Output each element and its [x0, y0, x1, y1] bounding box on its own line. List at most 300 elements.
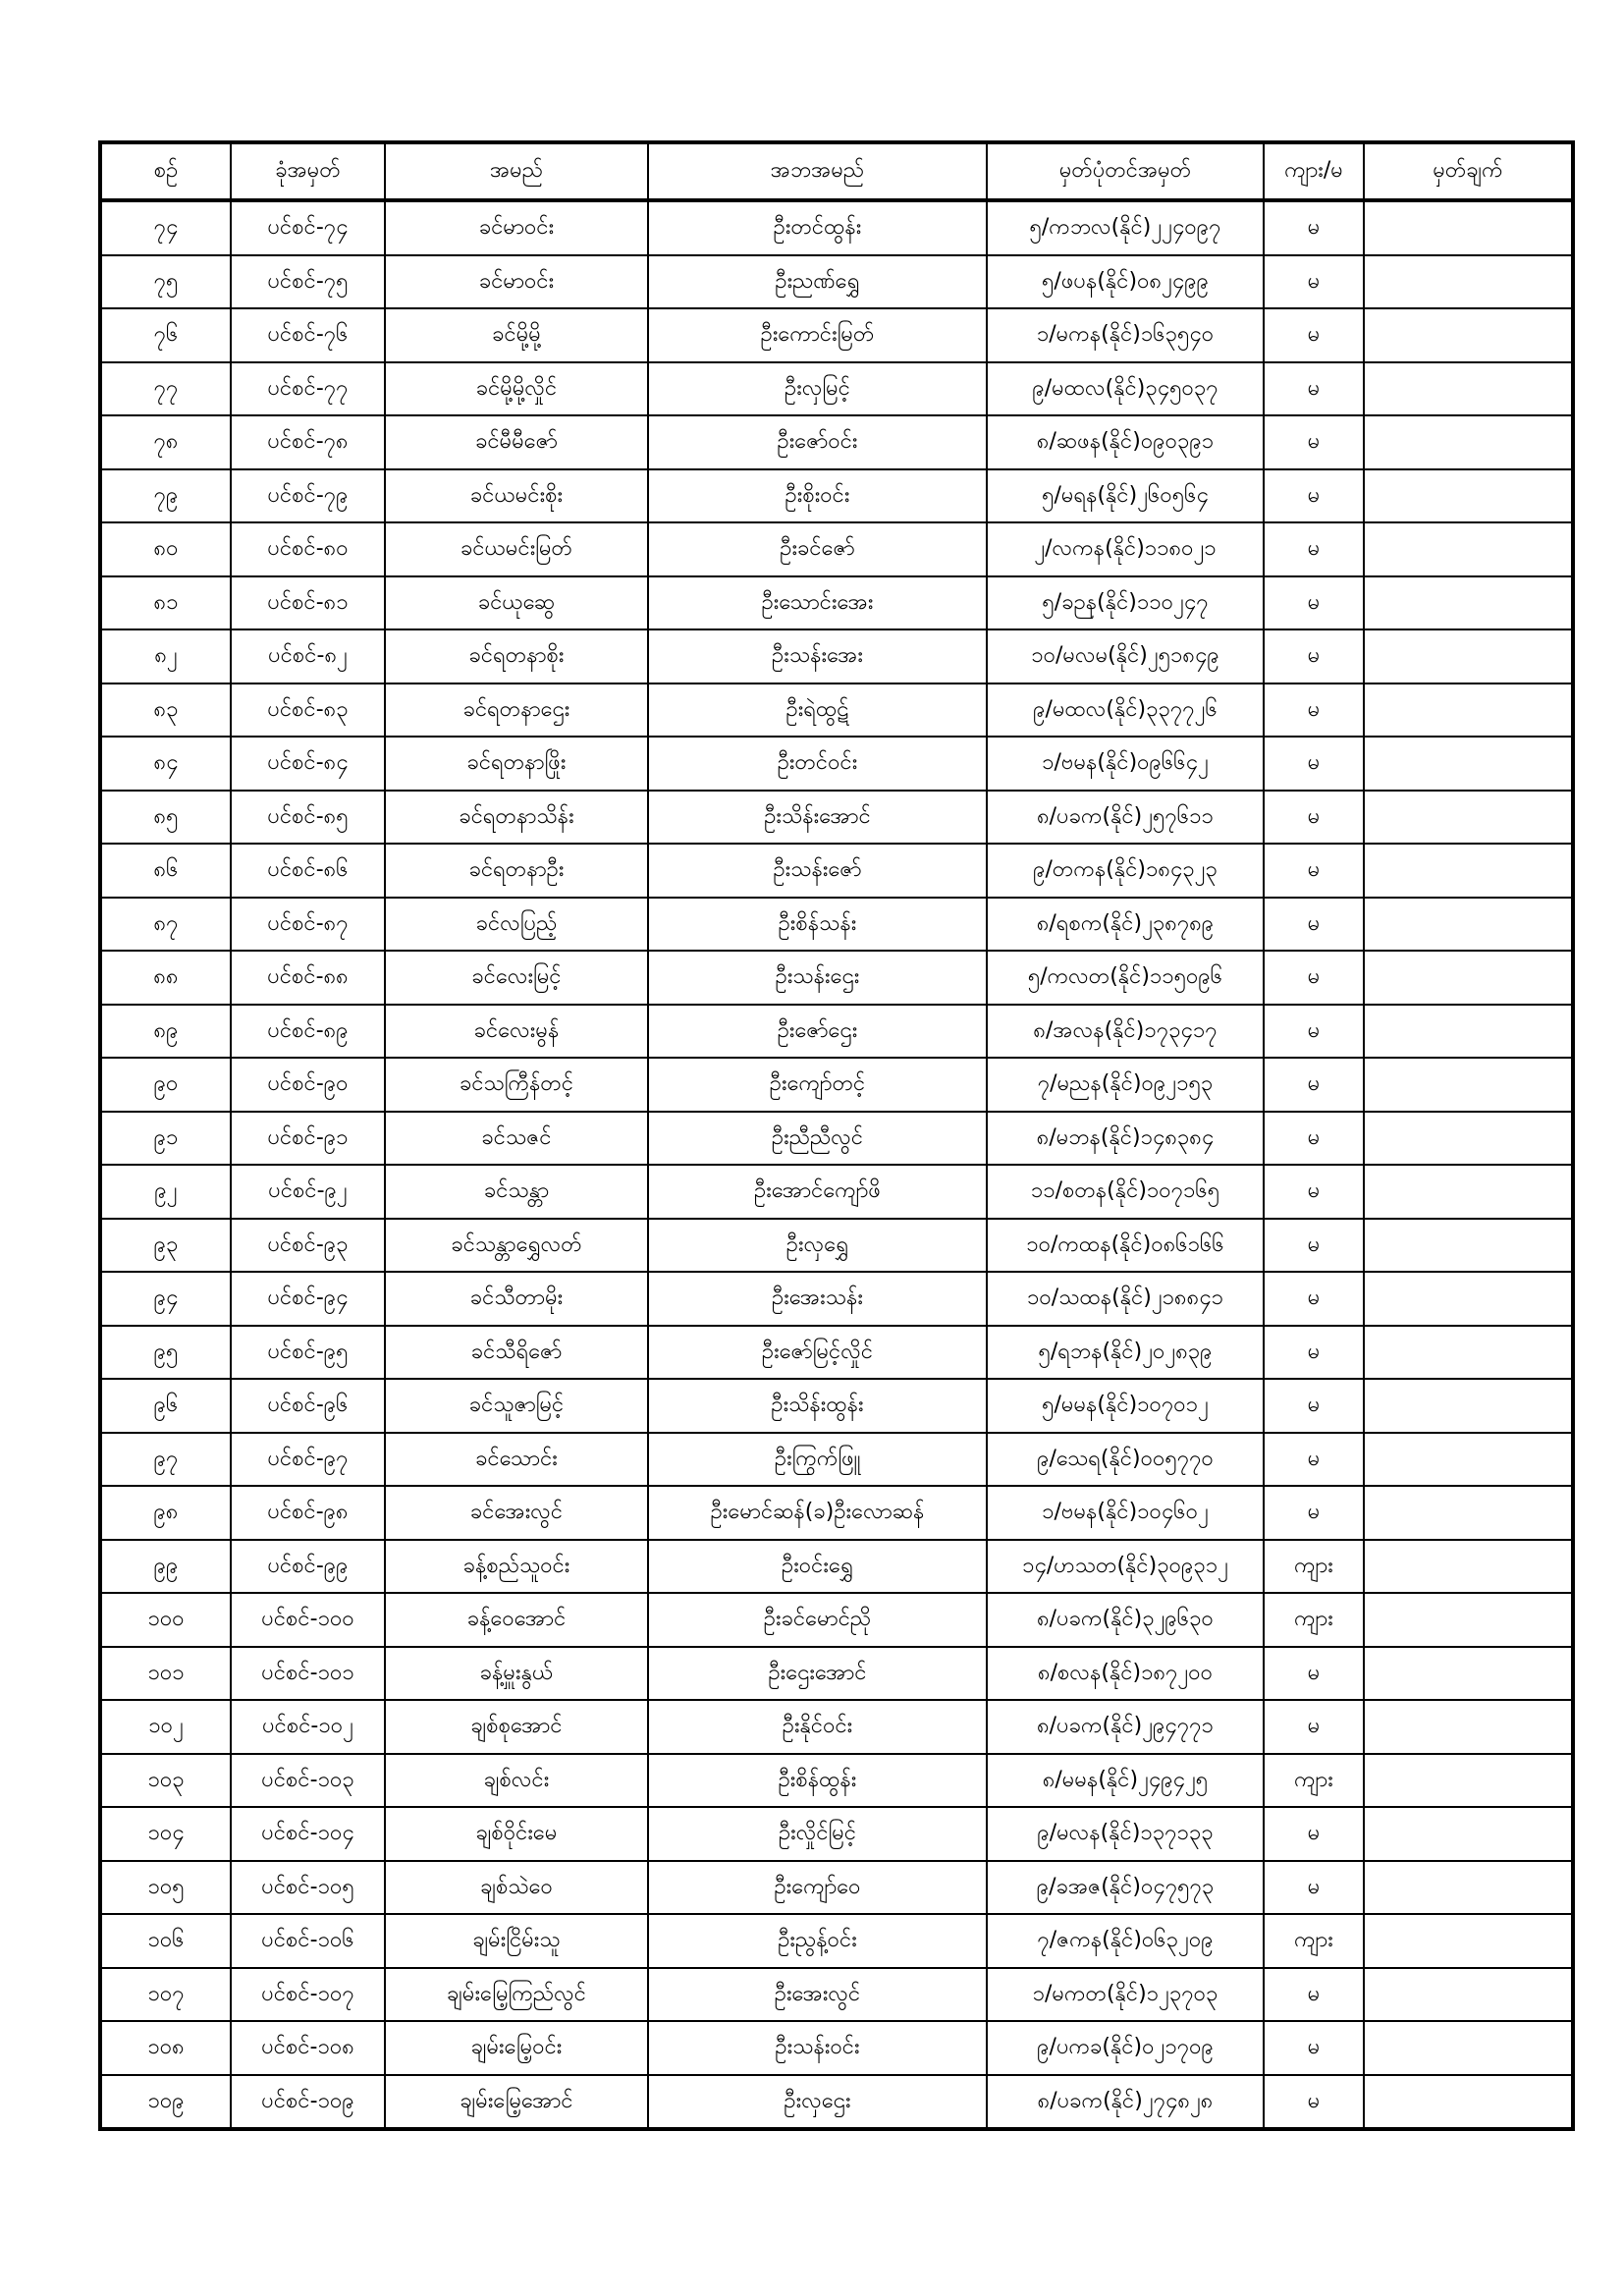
cell-remark	[1364, 844, 1573, 898]
cell-nrc: ၈/အလန(နိုင်)၁၇၃၄၁၇	[987, 1005, 1264, 1059]
cell-father: ဦးတင်ထွန်း	[648, 200, 987, 255]
cell-remark	[1364, 1165, 1573, 1219]
cell-name: ခင်ယမင်းစိုး	[385, 469, 648, 523]
cell-no: ၁၀၁	[100, 1647, 231, 1701]
cell-name: ခင်ရတနာဦး	[385, 844, 648, 898]
cell-no: ၁၀၀	[100, 1593, 231, 1647]
cell-roll: ပင်စင်-၈၃	[231, 683, 385, 738]
cell-name: ချမ်းမြေ့ကြည်လွင်	[385, 1968, 648, 2022]
cell-nrc: ၈/စလန(နိုင်)၁၈၇၂၀၀	[987, 1647, 1264, 1701]
cell-name: ခင်သဇင်	[385, 1112, 648, 1166]
cell-nrc: ၇/ဇကန(နိုင်)၀၆၃၂၀၉	[987, 1914, 1264, 1968]
cell-sex: မ	[1264, 1112, 1364, 1166]
cell-name: ခင်ယမင်းမြတ်	[385, 522, 648, 576]
cell-remark	[1364, 1861, 1573, 1915]
cell-sex: မ	[1264, 1005, 1364, 1059]
cell-roll: ပင်စင်-၁၀၄	[231, 1807, 385, 1861]
cell-name: ခင်လေးမြင့်	[385, 951, 648, 1005]
cell-father: ဦးကြွက်ဖြူ	[648, 1433, 987, 1487]
header-no: စဉ်	[100, 142, 231, 200]
cell-name: ခင်သီတာမိုး	[385, 1272, 648, 1326]
cell-remark	[1364, 629, 1573, 683]
cell-nrc: ၅/ဖပန(နိုင်)၀၈၂၄၉၉	[987, 255, 1264, 309]
cell-roll: ပင်စင်-၉၆	[231, 1379, 385, 1433]
table-row	[100, 1219, 1573, 1273]
cell-sex: မ	[1264, 898, 1364, 952]
cell-name: ချမ်းမြေ့အောင်	[385, 2075, 648, 2130]
cell-nrc: ၇/မညန(နိုင်)၀၉၂၁၅၃	[987, 1058, 1264, 1112]
cell-nrc: ၈/ဆဖန(နိုင်)၀၉၀၃၉၁	[987, 415, 1264, 469]
cell-name: ခင်ရတနာစိုး	[385, 629, 648, 683]
cell-sex: မ	[1264, 1326, 1364, 1380]
cell-sex: မ	[1264, 1647, 1364, 1701]
cell-sex: ကျား	[1264, 1540, 1364, 1594]
header-nrc: မှတ်ပုံတင်အမှတ်	[987, 142, 1264, 200]
cell-no: ၇၈	[100, 415, 231, 469]
cell-sex: မ	[1264, 308, 1364, 362]
cell-nrc: ၁/ဗမန(နိုင်)၀၉၆၆၄၂	[987, 737, 1264, 791]
cell-no: ၁၀၇	[100, 1968, 231, 2022]
cell-no: ၁၀၆	[100, 1914, 231, 1968]
table-row	[100, 1647, 1573, 1701]
cell-sex: မ	[1264, 469, 1364, 523]
cell-father: ဦးကျော်တင့်	[648, 1058, 987, 1112]
cell-sex: မ	[1264, 1807, 1364, 1861]
cell-no: ၈၃	[100, 683, 231, 738]
cell-remark	[1364, 1112, 1573, 1166]
cell-sex: မ	[1264, 1379, 1364, 1433]
cell-father: ဦးရဲထွဋ်	[648, 683, 987, 738]
cell-remark	[1364, 2075, 1573, 2130]
cell-sex: မ	[1264, 1861, 1364, 1915]
document-page	[98, 140, 1571, 2131]
cell-roll: ပင်စင်-၉၅	[231, 1326, 385, 1380]
cell-roll: ပင်စင်-၉၄	[231, 1272, 385, 1326]
cell-no: ၈၉	[100, 1005, 231, 1059]
cell-name: ခင်သကြီန်တင့်	[385, 1058, 648, 1112]
table-row	[100, 1914, 1573, 1968]
cell-nrc: ၉/ပကခ(နိုင်)၀၂၁၇၀၉	[987, 2021, 1264, 2075]
cell-sex: မ	[1264, 2075, 1364, 2130]
cell-father: ဦးကျော်ဝေ	[648, 1861, 987, 1915]
table-row	[100, 469, 1573, 523]
cell-roll: ပင်စင်-၉၉	[231, 1540, 385, 1594]
cell-nrc: ၈/မမန(နိုင်)၂၄၉၄၂၅	[987, 1754, 1264, 1808]
cell-remark	[1364, 469, 1573, 523]
cell-roll: ပင်စင်-၁၀၆	[231, 1914, 385, 1968]
cell-roll: ပင်စင်-၁၀၉	[231, 2075, 385, 2130]
cell-father: ဦးလှိုင်မြင့်	[648, 1807, 987, 1861]
cell-name: ခင်မီမီဇော်	[385, 415, 648, 469]
cell-roll: ပင်စင်-၉၈	[231, 1486, 385, 1540]
cell-nrc: ၁၄/ဟသတ(နိုင်)၃၀၉၃၁၂	[987, 1540, 1264, 1594]
cell-nrc: ၁၁/စတန(နိုင်)၁၀၇၁၆၅	[987, 1165, 1264, 1219]
cell-remark	[1364, 791, 1573, 845]
cell-sex: မ	[1264, 791, 1364, 845]
cell-father: ဦးဌေးအောင်	[648, 1647, 987, 1701]
cell-no: ၉၇	[100, 1433, 231, 1487]
cell-father: ဦးတင်ဝင်း	[648, 737, 987, 791]
table-row	[100, 1165, 1573, 1219]
cell-remark	[1364, 1219, 1573, 1273]
table-row	[100, 1754, 1573, 1808]
cell-father: ဦးမောင်ဆန်(ခ)ဦးလောဆန်	[648, 1486, 987, 1540]
table-row	[100, 255, 1573, 309]
cell-no: ၈၈	[100, 951, 231, 1005]
cell-father: ဦးသိန်းထွန်း	[648, 1379, 987, 1433]
cell-father: ဦးအေးလွင်	[648, 1968, 987, 2022]
cell-name: ချမ်းငြိမ်းသူ	[385, 1914, 648, 1968]
cell-roll: ပင်စင်-၁၀၁	[231, 1647, 385, 1701]
cell-roll: ပင်စင်-၈၂	[231, 629, 385, 683]
cell-nrc: ၅/မရန(နိုင်)၂၆၀၅၆၄	[987, 469, 1264, 523]
cell-nrc: ၉/ခအဇ(နိုင်)၀၄၇၅၇၃	[987, 1861, 1264, 1915]
cell-sex: မ	[1264, 1165, 1364, 1219]
cell-roll: ပင်စင်-၇၆	[231, 308, 385, 362]
header-remark: မှတ်ချက်	[1364, 142, 1573, 200]
table-row	[100, 844, 1573, 898]
cell-nrc: ၉/မထလ(နိုင်)၃၃၇၇၂၆	[987, 683, 1264, 738]
cell-no: ၁၀၃	[100, 1754, 231, 1808]
cell-nrc: ၅/ရဘန(နိုင်)၂၀၂၈၃၉	[987, 1326, 1264, 1380]
cell-father: ဦးညွန့်ဝင်း	[648, 1914, 987, 1968]
cell-roll: ပင်စင်-၁၀၀	[231, 1593, 385, 1647]
cell-father: ဦးစိန်သန်း	[648, 898, 987, 952]
cell-no: ၁၀၉	[100, 2075, 231, 2130]
cell-sex: မ	[1264, 255, 1364, 309]
cell-remark	[1364, 1486, 1573, 1540]
cell-remark	[1364, 415, 1573, 469]
cell-remark	[1364, 1540, 1573, 1594]
cell-roll: ပင်စင်-၇၈	[231, 415, 385, 469]
cell-no: ၈၂	[100, 629, 231, 683]
cell-remark	[1364, 1647, 1573, 1701]
cell-name: ခင်ယုဆွေ	[385, 576, 648, 630]
cell-father: ဦးအေးသန်း	[648, 1272, 987, 1326]
table-row	[100, 898, 1573, 952]
cell-father: ဦးသန်းဝင်း	[648, 2021, 987, 2075]
cell-nrc: ၉/တကန(နိုင်)၁၈၄၃၂၃	[987, 844, 1264, 898]
cell-nrc: ၅/ကဘလ(နိုင်)၂၂၄၀၉၇	[987, 200, 1264, 255]
cell-nrc: ၁၀/သထန(နိုင်)၂၁၈၈၄၁	[987, 1272, 1264, 1326]
cell-name: ခန့်မှူးနွယ်	[385, 1647, 648, 1701]
cell-remark	[1364, 1700, 1573, 1754]
cell-nrc: ၅/ခဉန(နိုင်)၁၁၀၂၄၇	[987, 576, 1264, 630]
cell-sex: မ	[1264, 1272, 1364, 1326]
cell-remark	[1364, 2021, 1573, 2075]
cell-no: ၈၄	[100, 737, 231, 791]
cell-no: ၁၀၅	[100, 1861, 231, 1915]
cell-father: ဦးစိုးဝင်း	[648, 469, 987, 523]
cell-remark	[1364, 1005, 1573, 1059]
cell-sex: မ	[1264, 522, 1364, 576]
cell-name: ခင်လေးမွန်	[385, 1005, 648, 1059]
cell-father: ဦးကောင်းမြတ်	[648, 308, 987, 362]
cell-nrc: ၁/ဗမန(နိုင်)၁၀၄၆၀၂	[987, 1486, 1264, 1540]
cell-sex: မ	[1264, 1700, 1364, 1754]
cell-remark	[1364, 898, 1573, 952]
cell-father: ဦးသန်းဇော်	[648, 844, 987, 898]
cell-roll: ပင်စင်-၁၀၈	[231, 2021, 385, 2075]
cell-nrc: ၈/မဘန(နိုင်)၁၄၈၃၈၄	[987, 1112, 1264, 1166]
roster-table	[98, 140, 1575, 2131]
cell-sex: မ	[1264, 415, 1364, 469]
cell-roll: ပင်စင်-၉၇	[231, 1433, 385, 1487]
cell-roll: ပင်စင်-၈၉	[231, 1005, 385, 1059]
table-row	[100, 1005, 1573, 1059]
table-row	[100, 683, 1573, 738]
cell-name: ခင်မို့မို့လှိုင်	[385, 362, 648, 416]
cell-remark	[1364, 362, 1573, 416]
cell-father: ဦးသိန်းအောင်	[648, 791, 987, 845]
table-row	[100, 1326, 1573, 1380]
cell-no: ၁၀၂	[100, 1700, 231, 1754]
cell-name: ခင်သန္တာ	[385, 1165, 648, 1219]
table-row	[100, 1807, 1573, 1861]
cell-name: ချစ်ဝိုင်းမေ	[385, 1807, 648, 1861]
cell-sex: မ	[1264, 576, 1364, 630]
cell-sex: ကျား	[1264, 1593, 1364, 1647]
table-row	[100, 415, 1573, 469]
cell-name: ချစ်စုအောင်	[385, 1700, 648, 1754]
table-row	[100, 791, 1573, 845]
cell-remark	[1364, 737, 1573, 791]
cell-nrc: ၁၀/မလမ(နိုင်)၂၅၁၈၄၉	[987, 629, 1264, 683]
cell-nrc: ၉/မလန(နိုင်)၁၃၇၁၃၃	[987, 1807, 1264, 1861]
cell-father: ဦးခင်ဇော်	[648, 522, 987, 576]
cell-name: ခင်သီရိဇော်	[385, 1326, 648, 1380]
cell-name: ခင်မို့မို့	[385, 308, 648, 362]
cell-no: ၈၅	[100, 791, 231, 845]
cell-sex: မ	[1264, 737, 1364, 791]
cell-remark	[1364, 951, 1573, 1005]
cell-remark	[1364, 1593, 1573, 1647]
cell-father: ဦးသောင်းအေး	[648, 576, 987, 630]
cell-sex: ကျား	[1264, 1754, 1364, 1808]
cell-remark	[1364, 576, 1573, 630]
cell-no: ၇၉	[100, 469, 231, 523]
cell-nrc: ၈/ပခက(နိုင်)၃၂၉၆၃၀	[987, 1593, 1264, 1647]
cell-roll: ပင်စင်-၈၅	[231, 791, 385, 845]
cell-remark	[1364, 522, 1573, 576]
table-row	[100, 2021, 1573, 2075]
cell-roll: ပင်စင်-၇၅	[231, 255, 385, 309]
cell-sex: မ	[1264, 1433, 1364, 1487]
table-row	[100, 629, 1573, 683]
cell-name: ခင်ရတနာသိန်း	[385, 791, 648, 845]
header-sex: ကျား/မ	[1264, 142, 1364, 200]
table-row	[100, 1112, 1573, 1166]
cell-roll: ပင်စင်-၉၀	[231, 1058, 385, 1112]
cell-nrc: ၁၀/ကထန(နိုင်)၀၈၆၁၆၆	[987, 1219, 1264, 1273]
table-row	[100, 2075, 1573, 2130]
cell-nrc: ၈/ပခက(နိုင်)၂၇၄၈၂၈	[987, 2075, 1264, 2130]
cell-no: ၇၇	[100, 362, 231, 416]
cell-roll: ပင်စင်-၇၄	[231, 200, 385, 255]
cell-no: ၉၉	[100, 1540, 231, 1594]
cell-nrc: ၉/သေရ(နိုင်)၀၀၅၇၇၀	[987, 1433, 1264, 1487]
cell-sex: မ	[1264, 629, 1364, 683]
cell-father: ဦးခင်မောင်ညို	[648, 1593, 987, 1647]
cell-father: ဦးအောင်ကျော်ဖိ	[648, 1165, 987, 1219]
cell-name: ခန့်စည်သူဝင်း	[385, 1540, 648, 1594]
cell-sex: မ	[1264, 200, 1364, 255]
cell-name: ခင်သူဇာမြင့်	[385, 1379, 648, 1433]
cell-no: ၇၅	[100, 255, 231, 309]
cell-no: ၉၄	[100, 1272, 231, 1326]
header-roll: ခုံအမှတ်	[231, 142, 385, 200]
table-row	[100, 576, 1573, 630]
cell-father: ဦးဇော်ဌေး	[648, 1005, 987, 1059]
cell-sex: မ	[1264, 2021, 1364, 2075]
cell-father: ဦးသန်းဌေး	[648, 951, 987, 1005]
cell-no: ၁၀၈	[100, 2021, 231, 2075]
cell-name: ချစ်လင်း	[385, 1754, 648, 1808]
header-father: အဘအမည်	[648, 142, 987, 200]
cell-roll: ပင်စင်-၈၁	[231, 576, 385, 630]
cell-roll: ပင်စင်-၉၃	[231, 1219, 385, 1273]
cell-name: ခင်အေးလွင်	[385, 1486, 648, 1540]
cell-father: ဦးသန်းအေး	[648, 629, 987, 683]
cell-no: ၉၈	[100, 1486, 231, 1540]
cell-name: ခင်မာဝင်း	[385, 200, 648, 255]
cell-no: ၈၇	[100, 898, 231, 952]
table-row	[100, 1593, 1573, 1647]
cell-roll: ပင်စင်-၁၀၅	[231, 1861, 385, 1915]
table-header	[100, 142, 1573, 200]
cell-nrc: ၉/မထလ(နိုင်)၃၄၅၀၃၇	[987, 362, 1264, 416]
cell-remark	[1364, 1754, 1573, 1808]
cell-roll: ပင်စင်-၉၁	[231, 1112, 385, 1166]
cell-no: ၉၅	[100, 1326, 231, 1380]
cell-remark	[1364, 1807, 1573, 1861]
cell-roll: ပင်စင်-၈၆	[231, 844, 385, 898]
cell-roll: ပင်စင်-၇၉	[231, 469, 385, 523]
cell-name: ခင်ရတနာဌေး	[385, 683, 648, 738]
cell-no: ၉၃	[100, 1219, 231, 1273]
cell-name: ခင်သန္တာရွှေလတ်	[385, 1219, 648, 1273]
cell-remark	[1364, 1914, 1573, 1968]
cell-father: ဦးညဏ်ရွှေ	[648, 255, 987, 309]
cell-father: ဦးနိုင်ဝင်း	[648, 1700, 987, 1754]
cell-sex: မ	[1264, 844, 1364, 898]
cell-nrc: ၈/ပခက(နိုင်)၂၅၇၆၁၁	[987, 791, 1264, 845]
cell-remark	[1364, 255, 1573, 309]
cell-name: ချမ်းမြေ့ဝင်း	[385, 2021, 648, 2075]
cell-roll: ပင်စင်-၉၂	[231, 1165, 385, 1219]
table-row	[100, 1272, 1573, 1326]
cell-no: ၉၀	[100, 1058, 231, 1112]
table-row	[100, 951, 1573, 1005]
cell-roll: ပင်စင်-၈၈	[231, 951, 385, 1005]
cell-father: ဦးလှရွှေ	[648, 1219, 987, 1273]
cell-remark	[1364, 200, 1573, 255]
table-row	[100, 1540, 1573, 1594]
cell-no: ၉၆	[100, 1379, 231, 1433]
cell-no: ၈၁	[100, 576, 231, 630]
cell-nrc: ၁/မကတ(နိုင်)၁၂၃၇၀၃	[987, 1968, 1264, 2022]
cell-name: ခင်မာဝင်း	[385, 255, 648, 309]
cell-no: ၇၆	[100, 308, 231, 362]
table-row	[100, 1700, 1573, 1754]
cell-name: ခင်လပြည့်	[385, 898, 648, 952]
cell-remark	[1364, 1058, 1573, 1112]
cell-nrc: ၅/မမန(နိုင်)၁၀၇၀၁၂	[987, 1379, 1264, 1433]
table-row	[100, 1433, 1573, 1487]
cell-roll: ပင်စင်-၈၇	[231, 898, 385, 952]
cell-father: ဦးစိန်ထွန်း	[648, 1754, 987, 1808]
table-body	[100, 200, 1573, 2129]
cell-sex: မ	[1264, 1219, 1364, 1273]
cell-father: ဦးလှဌေး	[648, 2075, 987, 2130]
cell-no: ၉၂	[100, 1165, 231, 1219]
cell-no: ၈၀	[100, 522, 231, 576]
table-row	[100, 522, 1573, 576]
cell-sex: မ	[1264, 951, 1364, 1005]
table-row	[100, 737, 1573, 791]
header-row	[100, 142, 1573, 200]
table-row	[100, 1486, 1573, 1540]
cell-nrc: ၂/လကန(နိုင်)၁၁၈၀၂၁	[987, 522, 1264, 576]
cell-father: ဦးဇော်ဝင်း	[648, 415, 987, 469]
cell-father: ဦးညီညီလွင်	[648, 1112, 987, 1166]
cell-remark	[1364, 1379, 1573, 1433]
cell-sex: မ	[1264, 683, 1364, 738]
cell-roll: ပင်စင်-၇၇	[231, 362, 385, 416]
table-row	[100, 1058, 1573, 1112]
cell-roll: ပင်စင်-၁၀၃	[231, 1754, 385, 1808]
cell-sex: မ	[1264, 362, 1364, 416]
cell-no: ၁၀၄	[100, 1807, 231, 1861]
cell-remark	[1364, 1326, 1573, 1380]
cell-sex: ကျား	[1264, 1914, 1364, 1968]
cell-nrc: ၅/ကလတ(နိုင်)၁၁၅၀၉၆	[987, 951, 1264, 1005]
cell-sex: မ	[1264, 1968, 1364, 2022]
cell-no: ၇၄	[100, 200, 231, 255]
table-row	[100, 200, 1573, 255]
cell-remark	[1364, 1968, 1573, 2022]
cell-sex: မ	[1264, 1058, 1364, 1112]
cell-sex: မ	[1264, 1486, 1364, 1540]
table-row	[100, 1968, 1573, 2022]
cell-remark	[1364, 1433, 1573, 1487]
cell-no: ၉၁	[100, 1112, 231, 1166]
cell-remark	[1364, 308, 1573, 362]
table-row	[100, 1861, 1573, 1915]
table-row	[100, 1379, 1573, 1433]
cell-roll: ပင်စင်-၁၀၂	[231, 1700, 385, 1754]
table-row	[100, 308, 1573, 362]
cell-name: ခင်ရတနာဖြိုး	[385, 737, 648, 791]
cell-roll: ပင်စင်-၈၄	[231, 737, 385, 791]
cell-father: ဦးဝင်းရွှေ	[648, 1540, 987, 1594]
cell-name: ခန့်ဝေအောင်	[385, 1593, 648, 1647]
table-row	[100, 362, 1573, 416]
cell-roll: ပင်စင်-၁၀၇	[231, 1968, 385, 2022]
header-name: အမည်	[385, 142, 648, 200]
cell-nrc: ၈/ရစက(နိုင်)၂၃၈၇၈၉	[987, 898, 1264, 952]
cell-nrc: ၈/ပခက(နိုင်)၂၉၄၇၇၁	[987, 1700, 1264, 1754]
cell-name: ခင်သောင်း	[385, 1433, 648, 1487]
cell-no: ၈၆	[100, 844, 231, 898]
cell-father: ဦးဇော်မြင့်လှိုင်	[648, 1326, 987, 1380]
cell-remark	[1364, 683, 1573, 738]
cell-remark	[1364, 1272, 1573, 1326]
cell-roll: ပင်စင်-၈၀	[231, 522, 385, 576]
cell-nrc: ၁/မကန(နိုင်)၁၆၃၅၄၀	[987, 308, 1264, 362]
cell-father: ဦးလှမြင့်	[648, 362, 987, 416]
cell-name: ချစ်သဲဝေ	[385, 1861, 648, 1915]
